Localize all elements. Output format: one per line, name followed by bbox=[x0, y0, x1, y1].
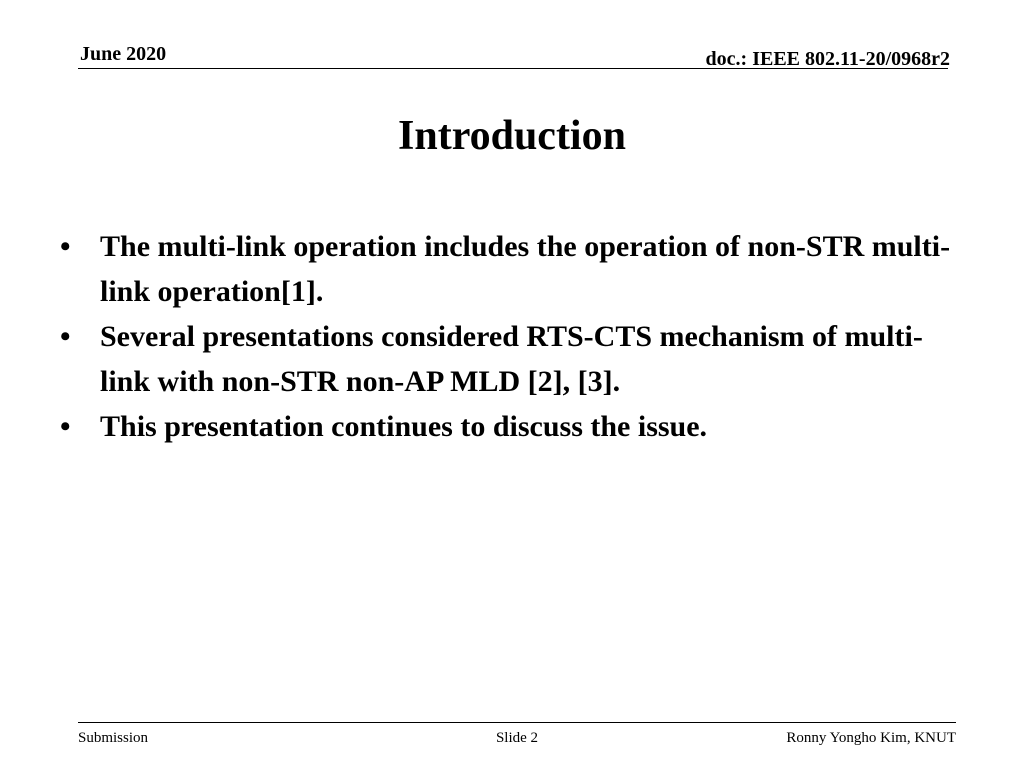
bullet-text: Several presentations considered RTS-CTS mechanism of multi-link with non-STR non-AP MLD [2], [3]. bbox=[100, 320, 923, 398]
bullet-dot-icon: • bbox=[60, 320, 71, 353]
footer-divider bbox=[78, 722, 956, 723]
header-divider bbox=[78, 68, 948, 69]
bullet-item bbox=[60, 314, 960, 404]
bullet-dot-icon: • bbox=[60, 410, 71, 443]
footer-author: Ronny Yongho Kim, KNUT bbox=[786, 730, 956, 746]
footer-slide-number: Slide 2 bbox=[495, 730, 539, 746]
bullet-item bbox=[60, 404, 960, 449]
bullet-text: The multi-link operation includes the operation of non-STR multi-link operation[1]. bbox=[100, 230, 951, 308]
bullet-item bbox=[60, 224, 960, 314]
bullet-dot-icon: • bbox=[60, 230, 71, 263]
bullet-list bbox=[60, 224, 960, 449]
bullet-text: This presentation continues to discuss the issue. bbox=[100, 410, 708, 443]
header-document-id: doc.: IEEE 802.11-20/0968r2 bbox=[705, 48, 950, 70]
header-date: June 2020 bbox=[80, 43, 167, 65]
footer-submission: Submission bbox=[78, 730, 149, 746]
slide-title: Introduction bbox=[398, 113, 626, 159]
